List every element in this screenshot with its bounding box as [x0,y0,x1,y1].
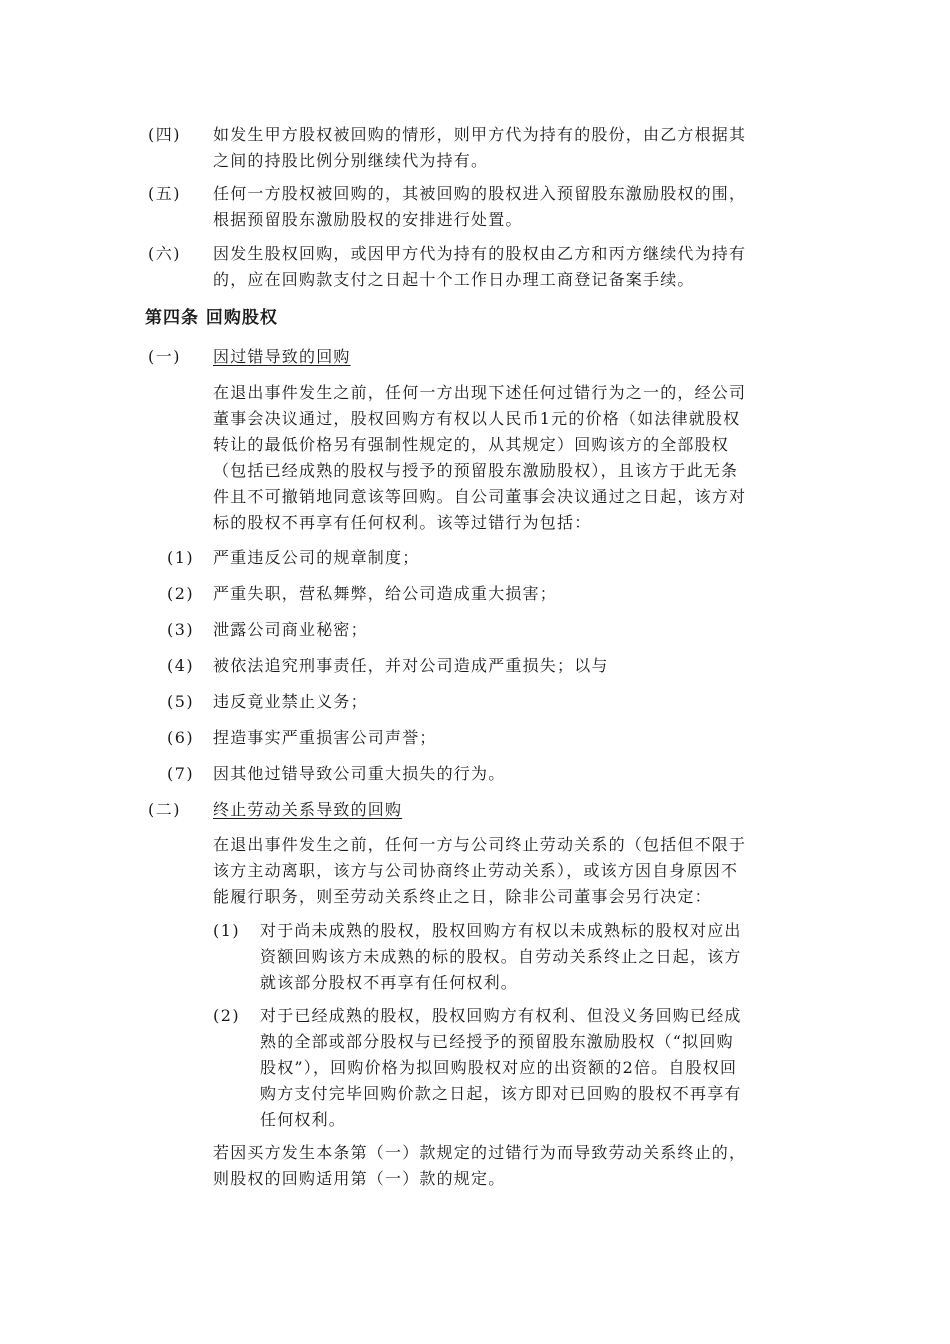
clause-text: 因发生股权回购，或因甲方代为持有的股权由乙方和丙方继续代为持有 [213,244,747,263]
section-title: 因过错导致的回购 [213,347,351,366]
clause-text: 根据预留股东激励股权的安排进行处置。 [213,210,523,229]
clause-number: (四) [148,125,181,144]
paragraph-line: 在退出事件发生之前，任何一方出现下述任何过错行为之一的，经公司 [213,383,747,402]
paragraph-line: 则股权的回购适用第（一）款的规定。 [213,1169,506,1188]
paragraph-line: （包括已经成熟的股权与授予的预留股东激励股权），且该方于此无条 [213,461,739,480]
list-item-number: (1) [167,548,195,567]
list-item: 捏造事实严重损害公司声誉； [213,728,437,747]
sub-item-text: 资额回购该方未成熟的标的股权。自劳动关系终止之日起，该方 [260,947,742,966]
section-number: (二) [148,800,181,819]
list-item: 泄露公司商业秘密； [213,620,368,639]
paragraph-line: 该方主动离职，该方与公司协商终止劳动关系），或该方因自身原因不 [213,861,739,880]
section-number: (一) [148,347,181,366]
sub-item-text: 对于尚未成熟的股权，股权回购方有权以未成熟标的股权对应出 [260,921,742,940]
sub-item-text: 熟的全部或部分股权与已经授予的预留股东激励股权（“拟回购 [260,1032,734,1051]
clause-number: (五) [148,184,181,203]
paragraph-line: 董事会决议通过，股权回购方有权以人民币1元的价格（如法律就股权 [213,409,741,428]
sub-item-text: 购方支付完毕回购价款之日起，该方即对已回购的股权不再享有 [260,1084,742,1103]
list-item-number: (5) [167,692,195,711]
sub-item-text: 对于已经成熟的股权，股权回购方有权利、但没义务回购已经成 [260,1006,742,1025]
sub-item-number: (1) [213,921,241,940]
sub-item-number: (2) [213,1006,241,1025]
clause-text: 的，应在回购款支付之日起十个工作日办理工商登记备案手续。 [213,270,695,289]
list-item-number: (2) [167,584,195,603]
clause-text: 之间的持股比例分别继续代为持有。 [213,151,489,170]
sub-item-text: 就该部分股权不再享有任何权利。 [260,973,519,992]
paragraph-line: 能履行职务，则至劳动关系终止之日，除非公司董事会另行决定： [213,887,712,906]
list-item: 违反竟业禁止义务； [213,692,368,711]
list-item: 严重违反公司的规章制度； [213,548,420,567]
clause-text: 任何一方股权被回购的，其被回购的股权进入预留股东激励股权的围， [213,184,747,203]
paragraph-line: 件且不可撤销地同意该等回购。自公司董事会决议通过之日起，该方对 [213,487,747,506]
article-heading: 第四条 回购股权 [145,308,278,328]
paragraph-line: 若因买方发生本条第（一）款规定的过错行为而导致劳动关系终止的， [213,1143,747,1162]
list-item: 严重失职，营私舞弊，给公司造成重大损害； [213,584,558,603]
list-item: 被依法追究刑事责任，并对公司造成严重损失；以与 [213,656,609,675]
clause-text: 如发生甲方股权被回购的情形，则甲方代为持有的股份，由乙方根据其 [213,125,747,144]
list-item-number: (4) [167,656,195,675]
sub-item-text: 股权”），回购价格为拟回购股权对应的出资额的2倍。自股权回 [260,1058,738,1077]
section-title: 终止劳动关系导致的回购 [213,800,403,819]
list-item-number: (7) [167,764,195,783]
clause-number: (六) [148,244,181,263]
list-item: 因其他过错导致公司重大损失的行为。 [213,764,506,783]
sub-item-text: 任何权利。 [260,1110,347,1129]
list-item-number: (3) [167,620,195,639]
paragraph-line: 转让的最低价格另有强制性规定的，从其规定）回购该方的全部股权 [213,435,730,454]
paragraph-line: 在退出事件发生之前，任何一方与公司终止劳动关系的（包括但不限于 [213,835,747,854]
list-item-number: (6) [167,728,195,747]
paragraph-line: 标的股权不再享有任何权利。该等过错行为包括： [213,513,592,532]
